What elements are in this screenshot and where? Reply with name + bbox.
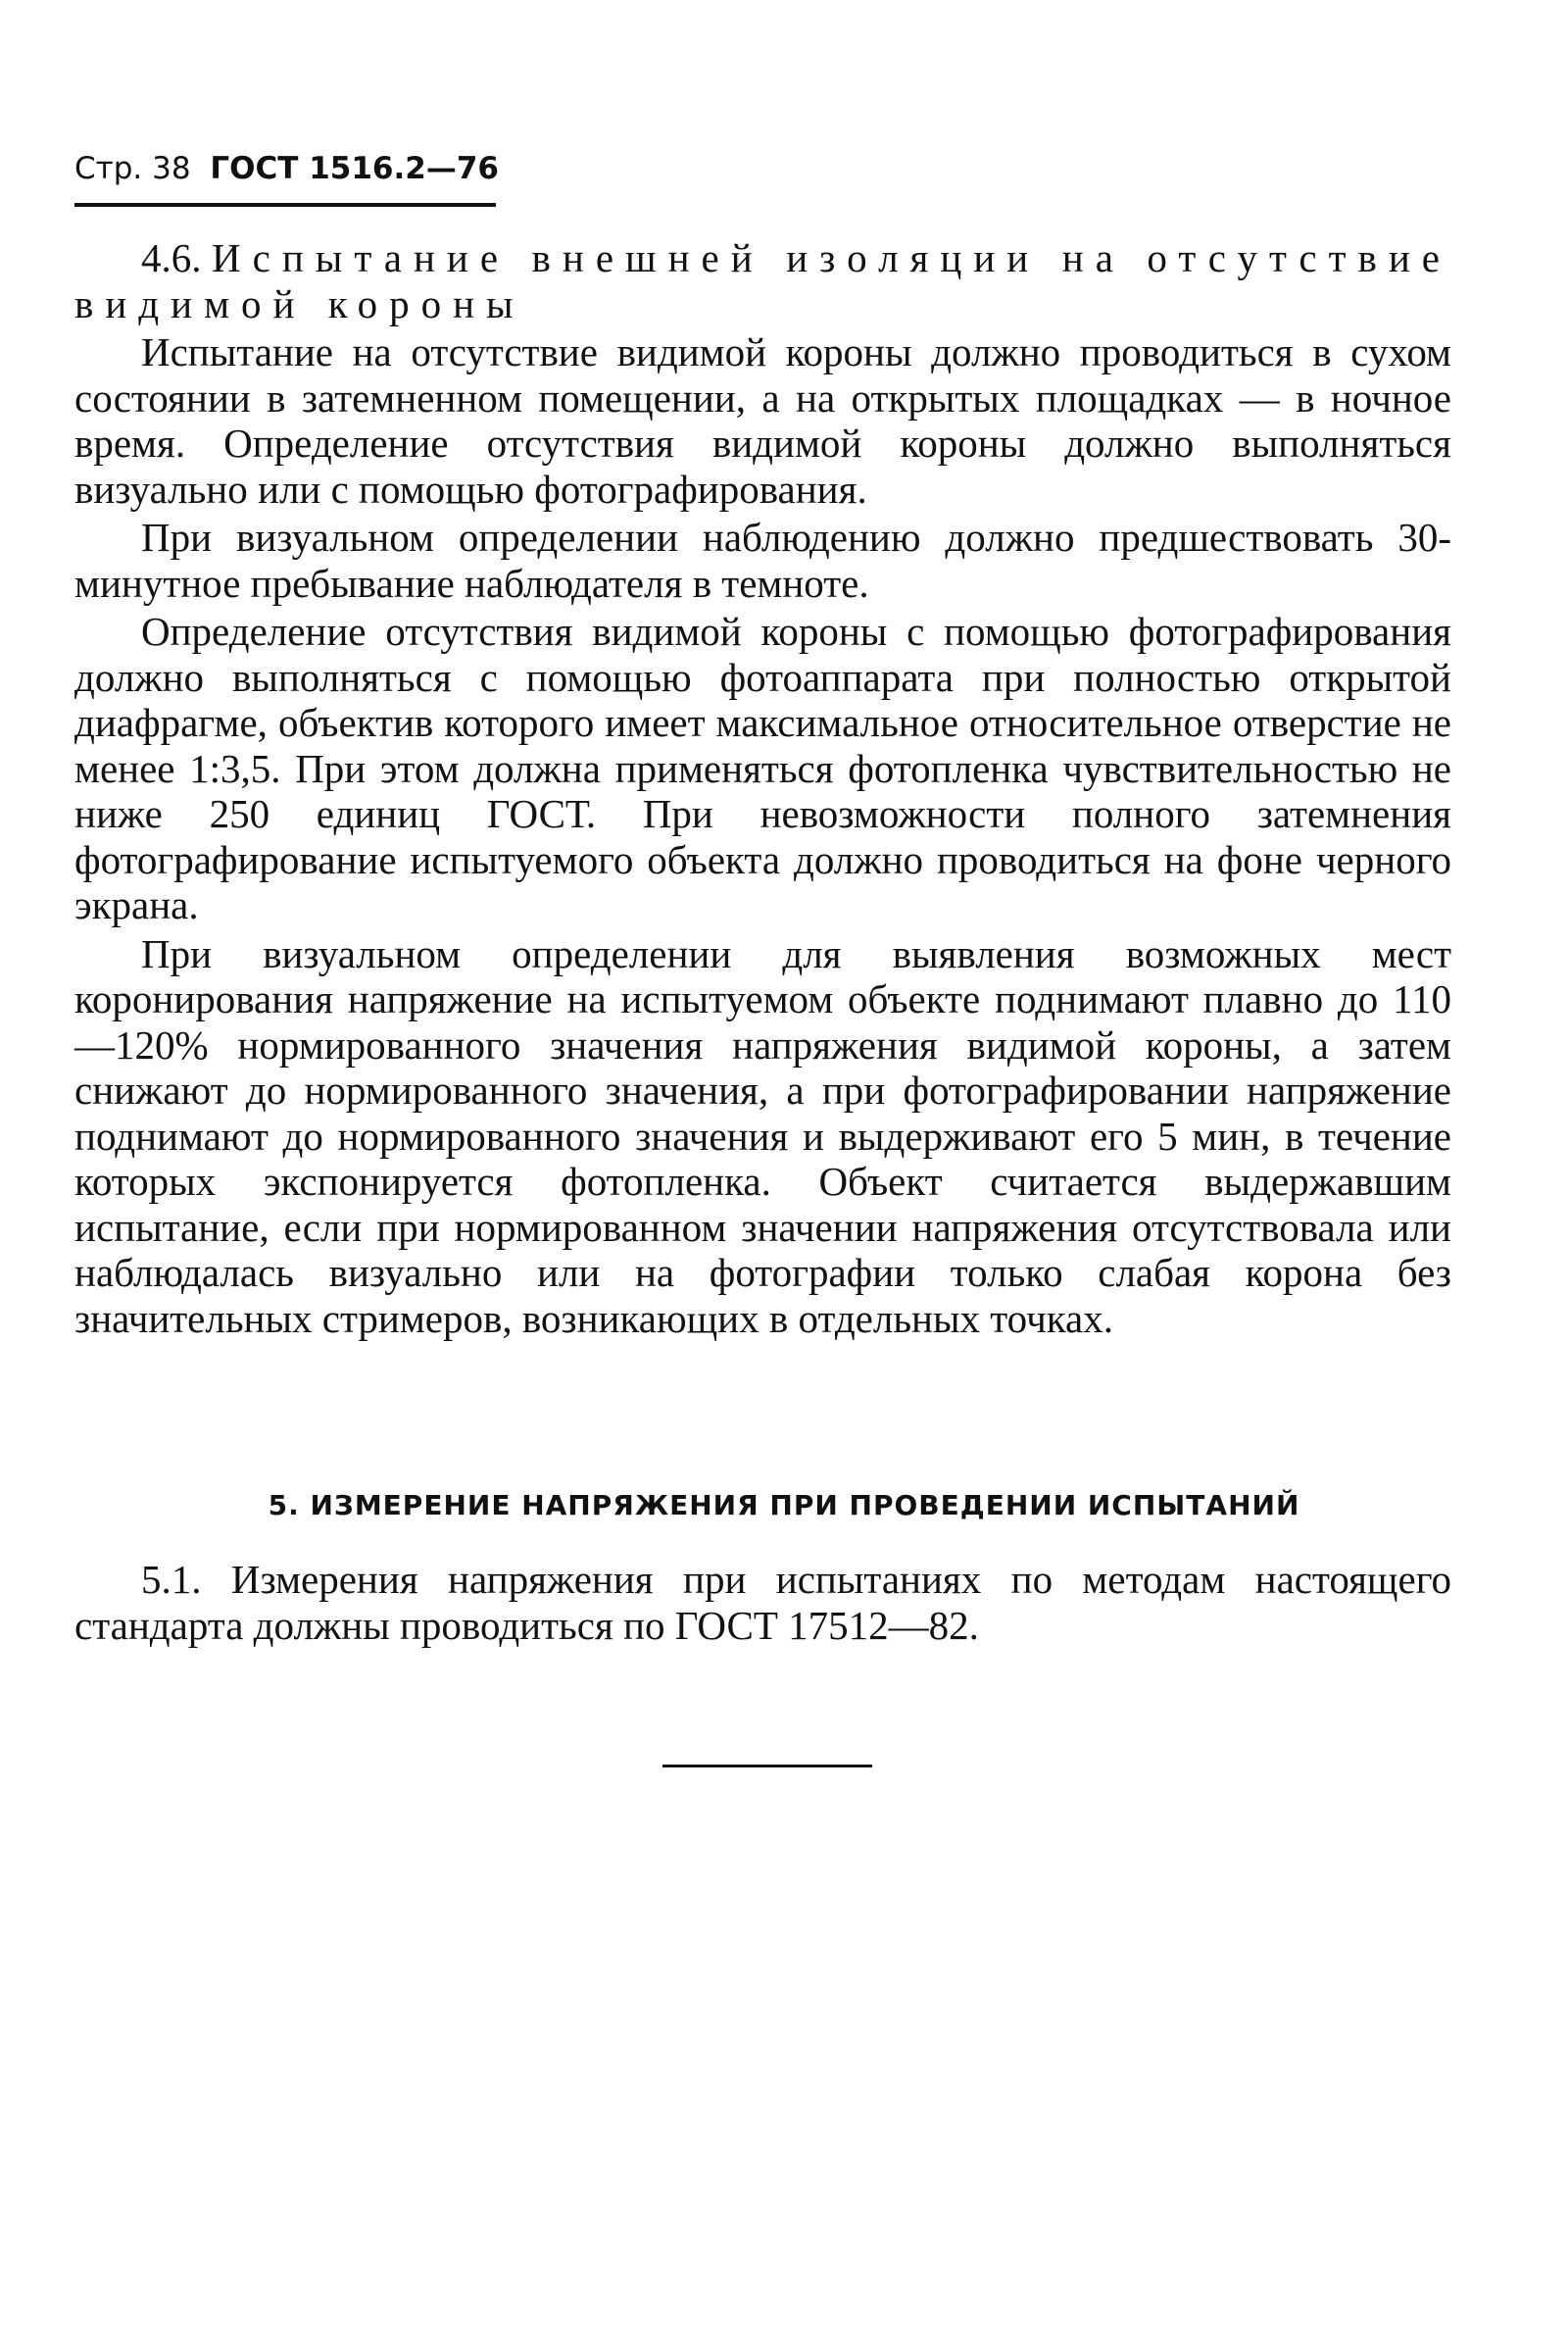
clause-4-6-paragraph-1: Испытание на отсутствие видимой короны должно проводиться в сухом состоянии в затемненном помещении, а на открытых площадках — в ночное время. Определение отсутствия видимой короны должно выполняться визуально или с помощью фотографирования. — [74, 329, 1451, 512]
clause-4-6-paragraph-3: Определение отсутствия видимой короны с помощью фотографирования должно выполняться с помощью фотоаппарата при полностью открытой диафрагме, объектив которого имеет максимальное относительное отверстие не менее 1:3,5. При этом должна применяться фотопленка чувствительностью не ниже 250 единиц ГОСТ. При невозможности полного затемнения фотографирование испытуемого объекта должно проводиться на фоне черного экрана. — [74, 609, 1451, 927]
clause-5-1 — [74, 1557, 1451, 1648]
clause-5-1-text: 5.1. Измерения напряжения при испытаниях по методам настоящего стандарта должны проводиться по ГОСТ 17512—82. — [74, 1557, 1451, 1648]
end-rule — [662, 1765, 872, 1767]
header-rule — [74, 203, 496, 207]
section-5-heading: 5. ИЗМЕРЕНИЕ НАПРЯЖЕНИЯ ПРИ ПРОВЕДЕНИИ ИСПЫТАНИЙ — [268, 1489, 1300, 1521]
clause-4-6 — [74, 235, 1451, 1344]
clause-4-6-title: Испытание внешней изоляции на отсутствие видимой короны — [74, 235, 1451, 326]
clause-4-6-paragraph-4: При визуальном определении для выявления возможных мест коронирования напряжение на испытуемом объекте поднимают плавно до 110—120% нормированного значения напряжения видимой короны, а затем снижают до нормированного значения, а при фотографировании напряжение поднимают до нормированного значения и выдерживают его 5 мин, в течение которых экспонируется фотопленка. Объект считается выдержавшим испытание, если при нормированном значении напряжения отсутствовала или наблюдалась визуально или на фотографии только слабая корона без значительных стримеров, возникающих в отдельных точках. — [74, 930, 1451, 1341]
clause-4-6-heading — [74, 235, 1451, 326]
clause-4-6-paragraph-2: При визуальном определении наблюдению должно предшествовать 30-минутное пребывание наблюдателя в темноте. — [74, 515, 1451, 606]
running-header — [74, 149, 499, 188]
page-number: Стр. 38 — [74, 151, 191, 186]
clause-4-6-number: 4.6. — [141, 235, 202, 280]
standard-number: ГОСТ 1516.2—76 — [210, 151, 499, 186]
